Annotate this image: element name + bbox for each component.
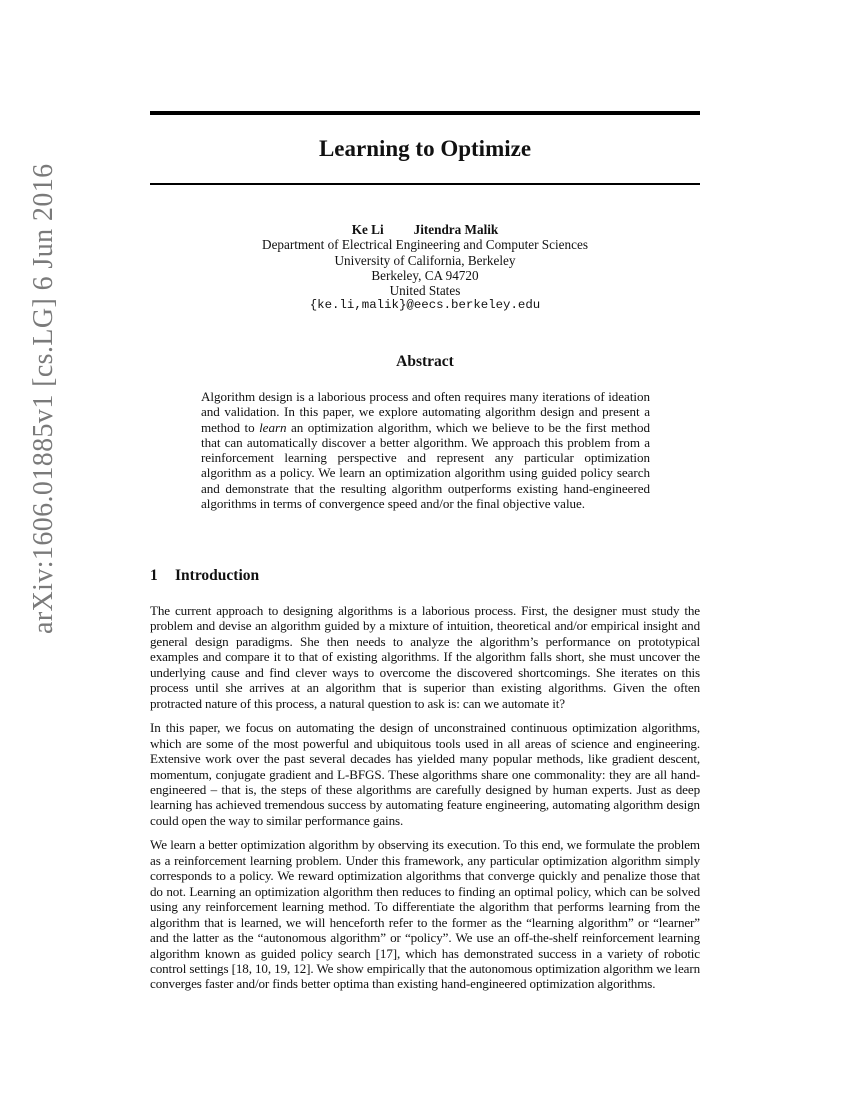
affiliation-university: University of California, Berkeley: [334, 252, 516, 268]
affiliation-department: Department of Electrical Engineering and Computer Sciences: [262, 237, 588, 253]
introduction-paragraph: In this paper, we focus on automating the design of unconstrained continuous optimization algorithms, which are some of the most powerful and ubiquitous tools used in all areas of science and engineering. Extensive work over the past several decades has yielded many popular methods, like gradient descent, momentum, conjugate gradient and L-BFGS. These algorithms share one commonality: they are all hand-engineered – that is, the steps of these algorithms are carefully designed by human experts. Just as deep learning has achieved tremendous success by automating feature engineering, automating algorithm design could open the way to similar performance gains.: [150, 720, 700, 828]
abstract-text: [201, 389, 650, 511]
abstract-emphasis: learn: [259, 419, 287, 435]
section-title: Introduction: [175, 567, 260, 584]
title-top-rule: [150, 111, 700, 115]
author-name: Ke Li: [351, 222, 384, 237]
introduction-body: [150, 603, 700, 1001]
arxiv-identifier: arXiv:1606.01885v1 [cs.LG] 6 Jun 2016: [28, 163, 59, 634]
arxiv-side-stamp: [10, 163, 59, 634]
affiliation-city: Berkeley, CA 94720: [371, 267, 479, 283]
section-heading-introduction: [150, 566, 700, 586]
abstract-text-part: Algorithm design is a laborious process and often requires many iterations of ideation and validation. In this paper, we explore automating algorithm design and present a method to: [201, 389, 650, 435]
abstract-text-part: an optimization algorithm, which we believe to be the first method that can automatically discover a better algorithm. We approach this problem from a reinforcement learning perspective and represent any particular optimization algorithm as a policy. We learn an optimization algorithm using guided policy search and demonstrate that the resulting algorithm outperforms existing hand-engineered algorithms in terms of convergence speed and/or the final objective value.: [201, 419, 650, 512]
paper-title: Learning to Optimize: [318, 136, 532, 161]
title-bottom-rule: [150, 183, 700, 185]
affiliation-country: United States: [389, 283, 461, 299]
author-names: [150, 222, 700, 237]
introduction-paragraph: We learn a better optimization algorithm by observing its execution. To this end, we formulate the problem as a reinforcement learning problem. Under this framework, any particular optimization algorithm simply corresponds to a policy. We reward optimization algorithms that converge quickly and penalize those that do not. Learning an optimization algorithm then reduces to finding an optimal policy, which can be solved using any reinforcement learning method. To differentiate the algorithm that performs learning from the algorithm that is learned, we will henceforth refer to the former as the “learning algorithm” or “learner” and the latter as the “autonomous algorithm” or “policy”. We use an off-the-shelf reinforcement learning algorithm known as guided policy search [17], which has demonstrated success in a variety of robotic control settings [18, 10, 19, 12]. We show empirically that the autonomous optimization algorithm we learn converges faster and/or finds better optima than existing hand-engineered optimization algorithms.: [150, 837, 700, 992]
introduction-paragraph: The current approach to designing algorithms is a laborious process. First, the designer must study the problem and devise an algorithm guided by a mixture of intuition, theoretical and/or empirical insight and general design paradigms. She then needs to analyze the algorithm’s performance on prototypical examples and compare it to that of existing algorithms. If the algorithm falls short, she must uncover the underlying cause and find clever ways to overcome the discovered shortcomings. She iterates on this process until she arrives at an algorithm that is superior than existing algorithms. Given the often protracted nature of this process, a natural question to ask is: can we automate it?: [150, 603, 700, 711]
abstract-heading: Abstract: [396, 353, 454, 370]
author-block: [150, 222, 700, 314]
author-email: {ke.li,malik}@eecs.berkeley.edu: [309, 298, 541, 313]
section-number: 1: [150, 567, 158, 584]
author-name: Jitendra Malik: [413, 222, 499, 237]
